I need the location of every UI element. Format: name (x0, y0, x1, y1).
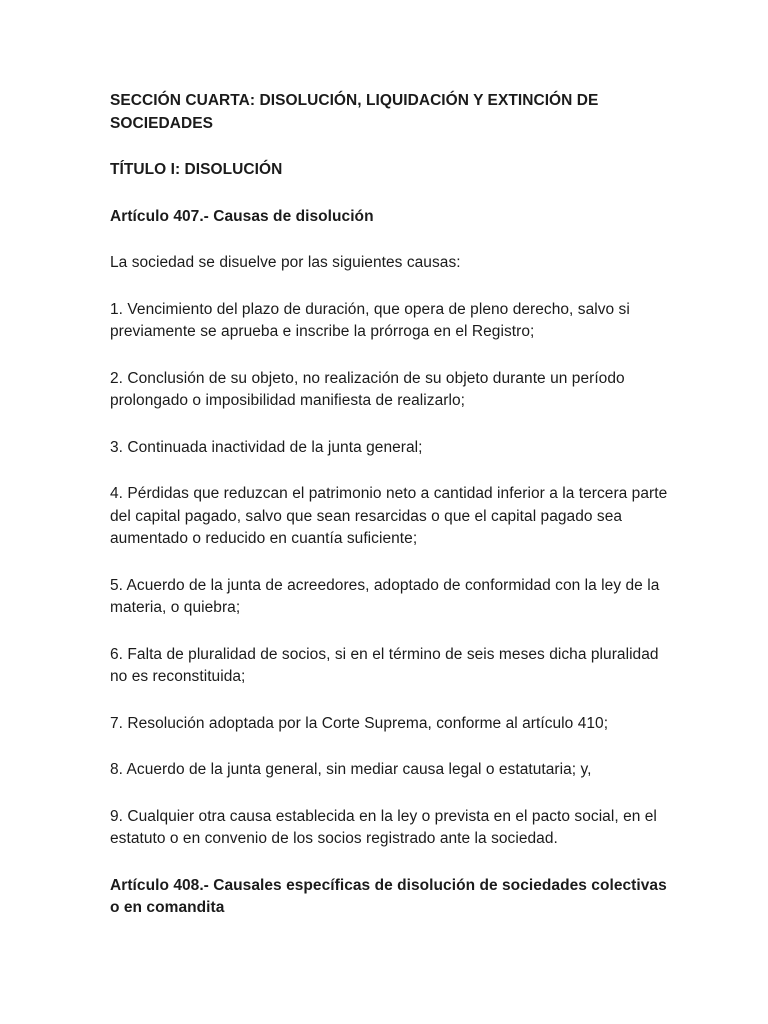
cause-item-5: 5. Acuerdo de la junta de acreedores, adoptado de conformidad con la ley de la materia, o quiebra; (110, 576, 660, 616)
cause-item-2: 2. Conclusión de su objeto, no realización de su objeto durante un período prolongado o imposibilidad manifiesta de realizarlo; (110, 369, 625, 409)
cause-item-1: 1. Vencimiento del plazo de duración, que opera de pleno derecho, salvo si previamente se aprueba e inscribe la prórroga en el Registro; (110, 300, 630, 340)
cause-item-7: 7. Resolución adoptada por la Corte Suprema, conforme al artículo 410; (110, 714, 609, 732)
intro-paragraph: La sociedad se disuelve por las siguientes causas: (110, 254, 461, 271)
cause-item-3: 3. Continuada inactividad de la junta general; (110, 438, 423, 456)
cause-item-4: 4. Pérdidas que reduzcan el patrimonio neto a cantidad inferior a la tercera parte del capital pagado, salvo que sean resarcidas o que el capital pagado sea aumentado o reducido en cuantía suficiente; (110, 485, 668, 547)
document-body (110, 90, 670, 920)
cause-item-9: 9. Cualquier otra causa establecida en la ley o prevista en el pacto social, en el estatuto o en convenio de los socios registrado ante la sociedad. (110, 807, 657, 847)
article-408-heading: Artículo 408.- Causales específicas de disolución de sociedades colectivas o en comandita (110, 876, 667, 916)
cause-item-6: 6. Falta de pluralidad de socios, si en el término de seis meses dicha pluralidad no es reconstituida; (110, 645, 659, 685)
cause-item-8: 8. Acuerdo de la junta general, sin mediar causa legal o estatutaria; y, (110, 761, 592, 778)
article-407-heading: Artículo 407.- Causas de disolución (110, 207, 374, 225)
section-heading: SECCIÓN CUARTA: DISOLUCIÓN, LIQUIDACIÓN Y EXTINCIÓN DE SOCIEDADES (110, 92, 599, 132)
title-heading: TÍTULO I: DISOLUCIÓN (110, 161, 283, 178)
